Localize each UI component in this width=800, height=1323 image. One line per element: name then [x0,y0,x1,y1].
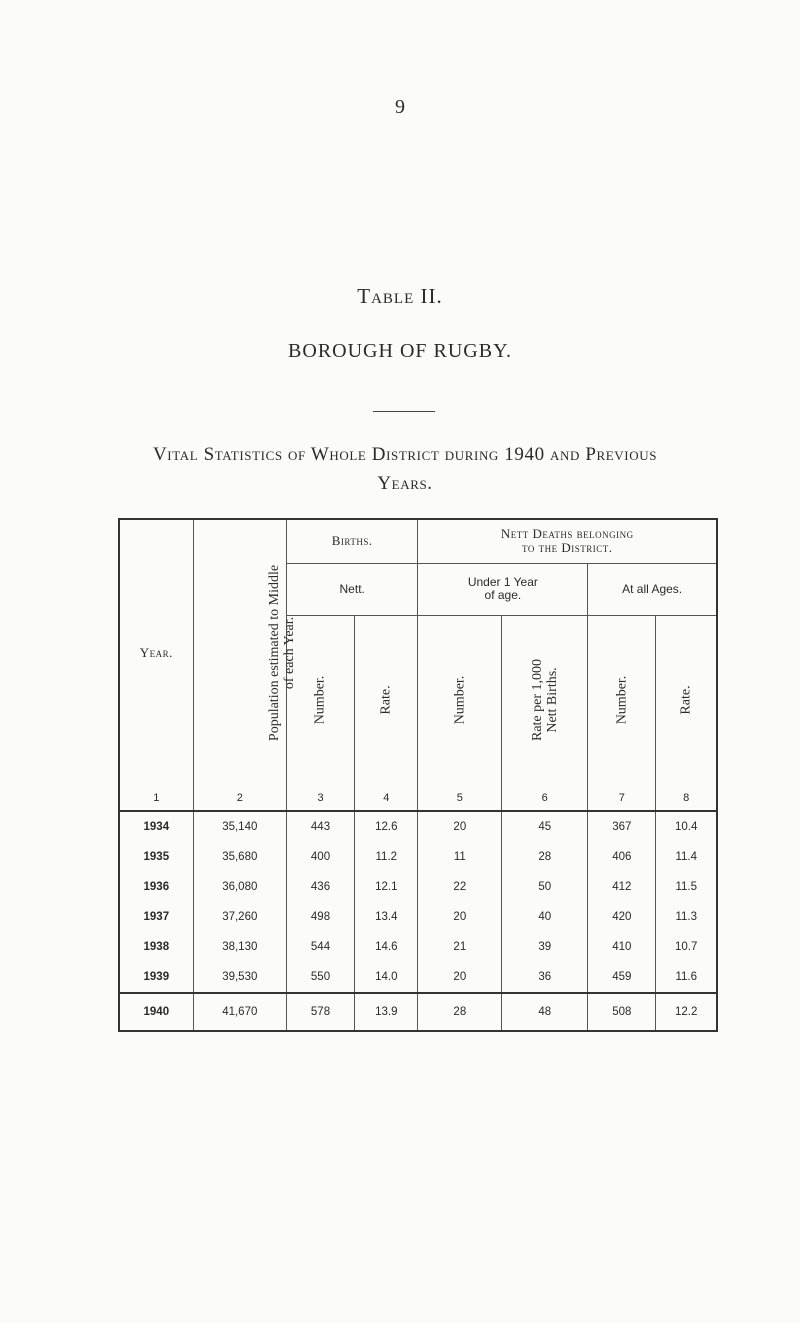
cell-infant-rate: 50 [502,872,588,902]
cell-infant-rate: 28 [502,842,588,872]
column-number-8: 8 [656,785,717,811]
cell-births-number: 443 [286,811,354,842]
cell-deaths-rate: 11.5 [656,872,717,902]
cell-deaths-number: 420 [588,902,656,932]
header-deaths-rate: Rate. [656,615,717,785]
cell-infant-rate: 40 [502,902,588,932]
cell-deaths-number: 410 [588,932,656,962]
cell-infant-number: 20 [418,902,502,932]
table-row [119,962,717,993]
header-infant-rate [502,615,588,785]
cell-population: 35,680 [193,842,286,872]
cell-deaths-number: 406 [588,842,656,872]
cell-population: 38,130 [193,932,286,962]
table-row [119,932,717,962]
header-all-ages: At all Ages. [588,563,717,615]
cell-births-rate: 11.2 [355,842,418,872]
table-subtitle [40,440,770,498]
cell-deaths-number: 367 [588,811,656,842]
cell-deaths-rate: 10.7 [656,932,717,962]
table-row-current-year [119,993,717,1031]
cell-year: 1935 [143,851,170,863]
cell-infant-number: 11 [418,842,502,872]
cell-births-number: 578 [286,993,354,1031]
cell-births-rate: 14.0 [355,962,418,993]
column-number-2: 2 [193,785,286,811]
column-number-7: 7 [588,785,656,811]
cell-deaths-rate: 11.6 [656,962,717,993]
statistics-table-wrapper [118,518,718,1032]
header-under-1-year [418,563,588,615]
cell-population: 37,260 [193,902,286,932]
table-row [119,811,717,842]
subtitle-line-1: Vital Statistics of Whole District during 1940 and Previous [152,444,658,465]
table-row [119,872,717,902]
cell-births-rate: 12.6 [355,811,418,842]
cell-year: 1937 [143,911,170,923]
cell-population: 39,530 [193,962,286,993]
cell-infant-number: 20 [418,962,502,993]
header-deaths-number: Number. [588,615,656,785]
header-year: Year. [139,644,173,660]
column-number-5: 5 [418,785,502,811]
column-number-4: 4 [355,785,418,811]
header-nett-deaths [418,519,717,563]
cell-population: 36,080 [193,872,286,902]
cell-deaths-rate: 11.3 [656,902,717,932]
cell-deaths-rate: 11.4 [656,842,717,872]
cell-infant-rate: 39 [502,932,588,962]
cell-births-rate: 13.4 [355,902,418,932]
cell-population: 41,670 [193,993,286,1031]
cell-year: 1936 [143,881,170,893]
cell-infant-rate: 36 [502,962,588,993]
cell-year: 1938 [143,941,170,953]
column-number-6: 6 [502,785,588,811]
header-population-line-2: of each Year. [281,616,297,689]
header-nett: Nett. [286,563,418,615]
header-infant-rate-line-2: Nett Births. [544,667,560,733]
column-number-3: 3 [286,785,354,811]
cell-births-rate: 13.9 [355,993,418,1031]
header-infant-rate-line-1: Rate per 1,000 [529,659,545,742]
header-under-1-year-line-1: Under 1 Year [467,575,538,589]
cell-deaths-rate: 10.4 [656,811,717,842]
cell-infant-rate: 45 [502,811,588,842]
borough-heading: BOROUGH OF RUGBY. [288,340,512,362]
header-infant-number: Number. [418,615,502,785]
subtitle-line-2: Years. [377,473,433,494]
cell-births-number: 436 [286,872,354,902]
cell-deaths-number: 508 [588,993,656,1031]
cell-infant-number: 21 [418,932,502,962]
divider-rule [373,411,435,412]
cell-deaths-number: 459 [588,962,656,993]
cell-year: 1940 [143,1006,170,1018]
cell-births-number: 498 [286,902,354,932]
header-births: Births. [286,519,418,563]
header-population [193,519,297,785]
cell-births-rate: 14.6 [355,932,418,962]
column-number-1: 1 [153,791,160,804]
cell-births-number: 544 [286,932,354,962]
cell-infant-number: 28 [418,993,502,1031]
cell-births-number: 550 [286,962,354,993]
header-under-1-year-line-2: of age. [484,588,522,602]
vital-statistics-table [118,518,718,1032]
cell-infant-number: 22 [418,872,502,902]
page-number: 9 [395,96,405,118]
cell-infant-rate: 48 [502,993,588,1031]
cell-year: 1939 [143,971,170,983]
cell-population: 35,140 [193,811,286,842]
cell-infant-number: 20 [418,811,502,842]
cell-year: 1934 [143,821,170,833]
cell-births-number: 400 [286,842,354,872]
table-title: Table II. [357,284,443,308]
header-nett-deaths-line-2: to the District. [522,540,613,556]
header-nett-deaths-line-1: Nett Deaths belonging [500,526,634,542]
cell-births-rate: 12.1 [355,872,418,902]
header-births-number: Number. [286,615,354,785]
cell-deaths-number: 412 [588,872,656,902]
cell-deaths-rate: 12.2 [656,993,717,1031]
table-row [119,902,717,932]
header-births-rate: Rate. [355,615,418,785]
header-population-line-1: Population estimated to Middle [266,564,282,741]
table-row [119,842,717,872]
